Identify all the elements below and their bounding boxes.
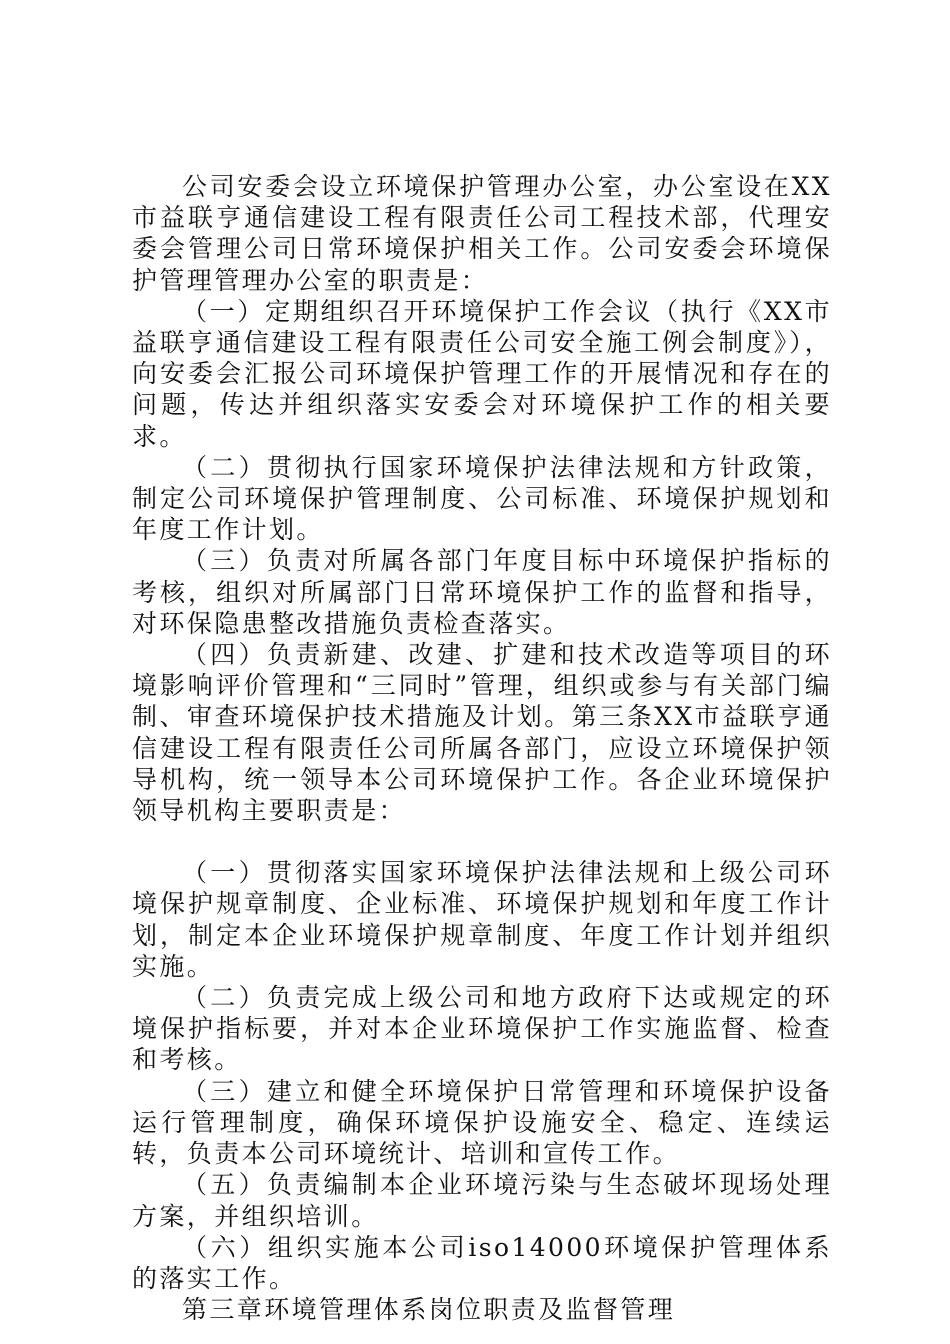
paragraph-office-setup: 公司安委会设立环境保护管理办公室，办公室设在XX市益联亨通信建设工程有限责任公司工程技术部，代理安委会管理公司日常环境保护相关工作。公司安委会环境保护管理管理办公室的职责是： [132,172,832,295]
paragraph-duty-4: （四）负责新建、改建、扩建和技术改造等项目的环境影响评价管理和“三同时”管理，组织或参与有关部门编制、审查环境保护技术措施及计划。第三条XX市益联亨通信建设工程有限责任公司所属各部门，应设立环境保护领导机构，统一领导本公司环境保护工作。各企业环境保护领导机构主要职责是： [132,640,832,826]
paragraph-dept-duty-6: （六）组织实施本公司iso14000环境保护管理体系的落实工作。 [132,1232,832,1293]
document-body [132,171,832,1325]
paragraph-dept-duty-1: （一）贯彻落实国家环境保护法律法规和上级公司环境保护规章制度、企业标准、环境保护规划和年度工作计划，制定本企业环境保护规章制度、年度工作计划并组织实施。 [132,858,832,981]
paragraph-duty-1: （一）定期组织召开环境保护工作会议（执行《XX市益联亨通信建设工程有限责任公司安全施工例会制度》），向安委会汇报公司环境保护管理工作的开展情况和存在的问题，传达并组织落实安委会对环境保护工作的相关要求。 [132,296,832,451]
paragraph-dept-duty-5: （五）负责编制本企业环境污染与生态破坏现场处理方案，并组织培训。 [132,1170,832,1231]
paragraph-dept-duty-3: （三）建立和健全环境保护日常管理和环境保护设备运行管理制度，确保环境保护设施安全、稳定、连续运转，负责本公司环境统计、培训和宣传工作。 [132,1076,832,1169]
paragraph-duty-3: （三）负责对所属各部门年度目标中环境保护指标的考核，组织对所属部门日常环境保护工作的监督和指导，对环保隐患整改措施负责检查落实。 [132,546,832,638]
paragraph-duty-2: （二）贯彻执行国家环境保护法律法规和方针政策，制定公司环境保护管理制度、公司标准、环境保护规划和年度工作计划。 [132,452,832,545]
paragraph-dept-duty-2: （二）负责完成上级公司和地方政府下达或规定的环境保护指标要，并对本企业环境保护工作实施监督、检查和考核。 [132,983,832,1075]
chapter-heading: 第三章环境管理体系岗位职责及监督管理 [182,1295,676,1325]
